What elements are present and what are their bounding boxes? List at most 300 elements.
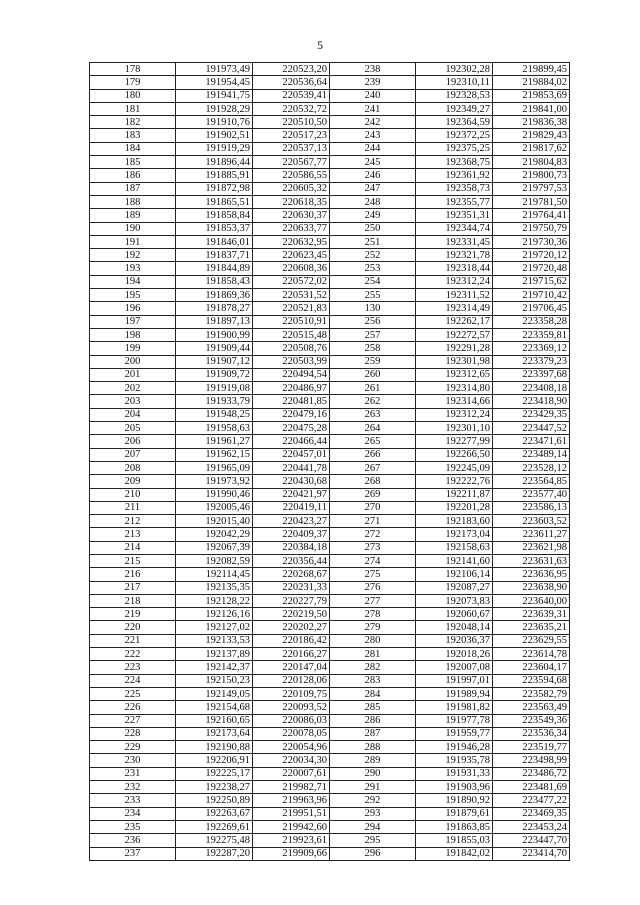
point-number-cell: 280 (330, 634, 416, 647)
table-row (90, 182, 570, 195)
point-number-cell: 250 (330, 222, 416, 235)
x-coordinate-cell: 192349,27 (416, 102, 493, 115)
table-row (90, 621, 570, 634)
table-row (90, 195, 570, 208)
y-coordinate-cell: 223477,22 (493, 794, 570, 807)
y-coordinate-cell: 223638,90 (493, 581, 570, 594)
x-coordinate-cell: 191962,15 (176, 448, 253, 461)
y-coordinate-cell: 220532,72 (253, 102, 330, 115)
x-coordinate-cell: 192158,63 (416, 541, 493, 554)
x-coordinate-cell: 192018,26 (416, 648, 493, 661)
table-row (90, 554, 570, 567)
x-coordinate-cell: 192173,64 (176, 727, 253, 740)
y-coordinate-cell: 220503,99 (253, 355, 330, 368)
x-coordinate-cell: 191878,27 (176, 302, 253, 315)
point-number-cell: 205 (90, 422, 176, 435)
table-row (90, 515, 570, 528)
table-row (90, 142, 570, 155)
y-coordinate-cell: 219836,38 (493, 116, 570, 129)
table-row (90, 169, 570, 182)
coordinates-table (89, 62, 570, 861)
point-number-cell: 200 (90, 355, 176, 368)
x-coordinate-cell: 192183,60 (416, 515, 493, 528)
point-number-cell: 253 (330, 262, 416, 275)
y-coordinate-cell: 223447,52 (493, 422, 570, 435)
x-coordinate-cell: 192314,66 (416, 395, 493, 408)
point-number-cell: 221 (90, 634, 176, 647)
x-coordinate-cell: 191961,27 (176, 435, 253, 448)
point-number-cell: 254 (330, 275, 416, 288)
point-number-cell: 290 (330, 767, 416, 780)
point-number-cell: 246 (330, 169, 416, 182)
x-coordinate-cell: 192245,09 (416, 461, 493, 474)
table-row (90, 648, 570, 661)
y-coordinate-cell: 223586,13 (493, 501, 570, 514)
table-row (90, 767, 570, 780)
point-number-cell: 226 (90, 701, 176, 714)
point-number-cell: 229 (90, 741, 176, 754)
y-coordinate-cell: 220630,37 (253, 209, 330, 222)
y-coordinate-cell: 220147,04 (253, 661, 330, 674)
point-number-cell: 261 (330, 382, 416, 395)
point-number-cell: 269 (330, 488, 416, 501)
x-coordinate-cell: 191981,82 (416, 701, 493, 714)
point-number-cell: 286 (330, 714, 416, 727)
point-number-cell: 270 (330, 501, 416, 514)
y-coordinate-cell: 220457,01 (253, 448, 330, 461)
table-row (90, 116, 570, 129)
y-coordinate-cell: 220219,50 (253, 608, 330, 621)
x-coordinate-cell: 192287,20 (176, 847, 253, 860)
y-coordinate-cell: 219750,79 (493, 222, 570, 235)
y-coordinate-cell: 223471,61 (493, 435, 570, 448)
x-coordinate-cell: 192318,44 (416, 262, 493, 275)
point-number-cell: 196 (90, 302, 176, 315)
y-coordinate-cell: 220466,44 (253, 435, 330, 448)
y-coordinate-cell: 223635,21 (493, 621, 570, 634)
x-coordinate-cell: 192250,89 (176, 794, 253, 807)
y-coordinate-cell: 223549,36 (493, 714, 570, 727)
y-coordinate-cell: 219710,42 (493, 289, 570, 302)
point-number-cell: 222 (90, 648, 176, 661)
y-coordinate-cell: 219800,73 (493, 169, 570, 182)
point-number-cell: 230 (90, 754, 176, 767)
x-coordinate-cell: 192211,87 (416, 488, 493, 501)
point-number-cell: 294 (330, 820, 416, 833)
y-coordinate-cell: 220536,64 (253, 76, 330, 89)
point-number-cell: 224 (90, 674, 176, 687)
y-coordinate-cell: 220521,83 (253, 302, 330, 315)
point-number-cell: 249 (330, 209, 416, 222)
table-row (90, 275, 570, 288)
y-coordinate-cell: 223603,52 (493, 515, 570, 528)
x-coordinate-cell: 192301,10 (416, 422, 493, 435)
table-row (90, 448, 570, 461)
x-coordinate-cell: 191869,36 (176, 289, 253, 302)
table-row (90, 488, 570, 501)
y-coordinate-cell: 219706,45 (493, 302, 570, 315)
table-row (90, 422, 570, 435)
y-coordinate-cell: 220034,30 (253, 754, 330, 767)
table-row (90, 581, 570, 594)
y-coordinate-cell: 219804,83 (493, 156, 570, 169)
table-row (90, 342, 570, 355)
y-coordinate-cell: 219899,45 (493, 63, 570, 76)
y-coordinate-cell: 220078,05 (253, 727, 330, 740)
point-number-cell: 271 (330, 515, 416, 528)
table-row (90, 222, 570, 235)
x-coordinate-cell: 192015,40 (176, 515, 253, 528)
y-coordinate-cell: 223621,98 (493, 541, 570, 554)
point-number-cell: 238 (330, 63, 416, 76)
x-coordinate-cell: 192150,23 (176, 674, 253, 687)
x-coordinate-cell: 192128,22 (176, 594, 253, 607)
x-coordinate-cell: 192262,17 (416, 315, 493, 328)
y-coordinate-cell: 220054,96 (253, 741, 330, 754)
point-number-cell: 179 (90, 76, 176, 89)
y-coordinate-cell: 220409,37 (253, 528, 330, 541)
point-number-cell: 239 (330, 76, 416, 89)
point-number-cell: 244 (330, 142, 416, 155)
x-coordinate-cell: 192173,04 (416, 528, 493, 541)
y-coordinate-cell: 223429,35 (493, 408, 570, 421)
y-coordinate-cell: 220202,27 (253, 621, 330, 634)
point-number-cell: 183 (90, 129, 176, 142)
y-coordinate-cell: 220539,41 (253, 89, 330, 102)
point-number-cell: 225 (90, 687, 176, 700)
x-coordinate-cell: 191896,44 (176, 156, 253, 169)
y-coordinate-cell: 219720,48 (493, 262, 570, 275)
table-row (90, 781, 570, 794)
point-number-cell: 192 (90, 249, 176, 262)
point-number-cell: 187 (90, 182, 176, 195)
y-coordinate-cell: 220421,97 (253, 488, 330, 501)
table-row (90, 249, 570, 262)
point-number-cell: 262 (330, 395, 416, 408)
y-coordinate-cell: 220572,02 (253, 275, 330, 288)
point-number-cell: 190 (90, 222, 176, 235)
x-coordinate-cell: 191897,13 (176, 315, 253, 328)
y-coordinate-cell: 219730,36 (493, 235, 570, 248)
x-coordinate-cell: 192375,25 (416, 142, 493, 155)
x-coordinate-cell: 192127,02 (176, 621, 253, 634)
x-coordinate-cell: 191954,45 (176, 76, 253, 89)
x-coordinate-cell: 191973,92 (176, 475, 253, 488)
y-coordinate-cell: 223611,27 (493, 528, 570, 541)
point-number-cell: 219 (90, 608, 176, 621)
point-number-cell: 231 (90, 767, 176, 780)
table-row (90, 714, 570, 727)
point-number-cell: 275 (330, 568, 416, 581)
point-number-cell: 252 (330, 249, 416, 262)
point-number-cell: 223 (90, 661, 176, 674)
y-coordinate-cell: 220166,27 (253, 648, 330, 661)
y-coordinate-cell: 220128,06 (253, 674, 330, 687)
x-coordinate-cell: 192087,27 (416, 581, 493, 594)
table-row (90, 355, 570, 368)
table-row (90, 727, 570, 740)
point-number-cell: 198 (90, 328, 176, 341)
y-coordinate-cell: 223519,77 (493, 741, 570, 754)
point-number-cell: 283 (330, 674, 416, 687)
x-coordinate-cell: 191946,28 (416, 741, 493, 754)
point-number-cell: 284 (330, 687, 416, 700)
x-coordinate-cell: 191933,79 (176, 395, 253, 408)
x-coordinate-cell: 191997,01 (416, 674, 493, 687)
table-row (90, 608, 570, 621)
x-coordinate-cell: 192222,76 (416, 475, 493, 488)
y-coordinate-cell: 219923,61 (253, 834, 330, 847)
x-coordinate-cell: 191928,29 (176, 102, 253, 115)
x-coordinate-cell: 191902,51 (176, 129, 253, 142)
y-coordinate-cell: 220423,27 (253, 515, 330, 528)
x-coordinate-cell: 192269,61 (176, 820, 253, 833)
x-coordinate-cell: 192048,14 (416, 621, 493, 634)
point-number-cell: 247 (330, 182, 416, 195)
x-coordinate-cell: 192082,59 (176, 554, 253, 567)
table-row (90, 235, 570, 248)
x-coordinate-cell: 192238,27 (176, 781, 253, 794)
point-number-cell: 288 (330, 741, 416, 754)
point-number-cell: 186 (90, 169, 176, 182)
x-coordinate-cell: 192351,31 (416, 209, 493, 222)
x-coordinate-cell: 192312,24 (416, 275, 493, 288)
point-number-cell: 282 (330, 661, 416, 674)
point-number-cell: 292 (330, 794, 416, 807)
table-row (90, 794, 570, 807)
x-coordinate-cell: 192133,53 (176, 634, 253, 647)
table-row (90, 807, 570, 820)
x-coordinate-cell: 192312,65 (416, 368, 493, 381)
point-number-cell: 232 (90, 781, 176, 794)
table-row (90, 382, 570, 395)
y-coordinate-cell: 219715,62 (493, 275, 570, 288)
y-coordinate-cell: 220384,18 (253, 541, 330, 554)
point-number-cell: 188 (90, 195, 176, 208)
y-coordinate-cell: 219909,66 (253, 847, 330, 860)
point-number-cell: 195 (90, 289, 176, 302)
y-coordinate-cell: 219982,71 (253, 781, 330, 794)
point-number-cell: 274 (330, 554, 416, 567)
x-coordinate-cell: 192126,16 (176, 608, 253, 621)
point-number-cell: 256 (330, 315, 416, 328)
y-coordinate-cell: 220508,76 (253, 342, 330, 355)
y-coordinate-cell: 220231,33 (253, 581, 330, 594)
y-coordinate-cell: 223414,70 (493, 847, 570, 860)
y-coordinate-cell: 219841,00 (493, 102, 570, 115)
x-coordinate-cell: 191910,76 (176, 116, 253, 129)
table-row (90, 63, 570, 76)
table-row (90, 368, 570, 381)
x-coordinate-cell: 192275,48 (176, 834, 253, 847)
table-row (90, 408, 570, 421)
y-coordinate-cell: 220419,11 (253, 501, 330, 514)
x-coordinate-cell: 192005,46 (176, 501, 253, 514)
x-coordinate-cell: 191973,49 (176, 63, 253, 76)
point-number-cell: 212 (90, 515, 176, 528)
y-coordinate-cell: 220479,16 (253, 408, 330, 421)
y-coordinate-cell: 223359,81 (493, 328, 570, 341)
y-coordinate-cell: 220109,75 (253, 687, 330, 700)
table-row (90, 820, 570, 833)
y-coordinate-cell: 220531,52 (253, 289, 330, 302)
x-coordinate-cell: 192190,88 (176, 741, 253, 754)
point-number-cell: 279 (330, 621, 416, 634)
y-coordinate-cell: 223358,28 (493, 315, 570, 328)
point-number-cell: 293 (330, 807, 416, 820)
x-coordinate-cell: 191919,08 (176, 382, 253, 395)
table-row (90, 834, 570, 847)
table-row (90, 76, 570, 89)
y-coordinate-cell: 219942,60 (253, 820, 330, 833)
point-number-cell: 228 (90, 727, 176, 740)
y-coordinate-cell: 220007,61 (253, 767, 330, 780)
point-number-cell: 251 (330, 235, 416, 248)
point-number-cell: 272 (330, 528, 416, 541)
point-number-cell: 289 (330, 754, 416, 767)
x-coordinate-cell: 192331,45 (416, 235, 493, 248)
y-coordinate-cell: 220633,77 (253, 222, 330, 235)
y-coordinate-cell: 223563,49 (493, 701, 570, 714)
x-coordinate-cell: 191853,37 (176, 222, 253, 235)
x-coordinate-cell: 191865,51 (176, 195, 253, 208)
x-coordinate-cell: 192149,05 (176, 687, 253, 700)
y-coordinate-cell: 223577,40 (493, 488, 570, 501)
point-number-cell: 291 (330, 781, 416, 794)
table-row (90, 302, 570, 315)
x-coordinate-cell: 191858,43 (176, 275, 253, 288)
x-coordinate-cell: 192301,98 (416, 355, 493, 368)
y-coordinate-cell: 219963,96 (253, 794, 330, 807)
point-number-cell: 295 (330, 834, 416, 847)
y-coordinate-cell: 220623,45 (253, 249, 330, 262)
x-coordinate-cell: 191872,98 (176, 182, 253, 195)
x-coordinate-cell: 191837,71 (176, 249, 253, 262)
x-coordinate-cell: 191846,01 (176, 235, 253, 248)
x-coordinate-cell: 192225,17 (176, 767, 253, 780)
table-row (90, 262, 570, 275)
x-coordinate-cell: 192060,67 (416, 608, 493, 621)
y-coordinate-cell: 220632,95 (253, 235, 330, 248)
y-coordinate-cell: 220475,28 (253, 422, 330, 435)
point-number-cell: 227 (90, 714, 176, 727)
table-row (90, 129, 570, 142)
x-coordinate-cell: 191931,33 (416, 767, 493, 780)
point-number-cell: 237 (90, 847, 176, 860)
x-coordinate-cell: 192277,99 (416, 435, 493, 448)
y-coordinate-cell: 219817,62 (493, 142, 570, 155)
x-coordinate-cell: 192135,35 (176, 581, 253, 594)
table-row (90, 435, 570, 448)
point-number-cell: 189 (90, 209, 176, 222)
point-number-cell: 180 (90, 89, 176, 102)
table-row (90, 741, 570, 754)
table-row (90, 701, 570, 714)
point-number-cell: 193 (90, 262, 176, 275)
point-number-cell: 259 (330, 355, 416, 368)
x-coordinate-cell: 192364,59 (416, 116, 493, 129)
y-coordinate-cell: 219884,02 (493, 76, 570, 89)
table-row (90, 89, 570, 102)
y-coordinate-cell: 223528,12 (493, 461, 570, 474)
table-row (90, 315, 570, 328)
point-number-cell: 203 (90, 395, 176, 408)
x-coordinate-cell: 192137,89 (176, 648, 253, 661)
y-coordinate-cell: 219797,53 (493, 182, 570, 195)
y-coordinate-cell: 223629,55 (493, 634, 570, 647)
x-coordinate-cell: 192160,65 (176, 714, 253, 727)
point-number-cell: 248 (330, 195, 416, 208)
y-coordinate-cell: 220430,68 (253, 475, 330, 488)
x-coordinate-cell: 191885,91 (176, 169, 253, 182)
table-row (90, 847, 570, 860)
y-coordinate-cell: 223369,12 (493, 342, 570, 355)
x-coordinate-cell: 191909,44 (176, 342, 253, 355)
y-coordinate-cell: 220515,48 (253, 328, 330, 341)
y-coordinate-cell: 223453,24 (493, 820, 570, 833)
table-row (90, 328, 570, 341)
point-number-cell: 296 (330, 847, 416, 860)
point-number-cell: 194 (90, 275, 176, 288)
y-coordinate-cell: 223639,31 (493, 608, 570, 621)
y-coordinate-cell: 223498,99 (493, 754, 570, 767)
y-coordinate-cell: 220093,52 (253, 701, 330, 714)
point-number-cell: 201 (90, 368, 176, 381)
point-number-cell: 258 (330, 342, 416, 355)
point-number-cell: 206 (90, 435, 176, 448)
y-coordinate-cell: 223486,72 (493, 767, 570, 780)
x-coordinate-cell: 191965,09 (176, 461, 253, 474)
point-number-cell: 268 (330, 475, 416, 488)
point-number-cell: 267 (330, 461, 416, 474)
y-coordinate-cell: 223536,34 (493, 727, 570, 740)
point-number-cell: 202 (90, 382, 176, 395)
point-number-cell: 243 (330, 129, 416, 142)
x-coordinate-cell: 191977,78 (416, 714, 493, 727)
point-number-cell: 234 (90, 807, 176, 820)
x-coordinate-cell: 191863,85 (416, 820, 493, 833)
x-coordinate-cell: 192266,50 (416, 448, 493, 461)
y-coordinate-cell: 223447,70 (493, 834, 570, 847)
x-coordinate-cell: 191919,29 (176, 142, 253, 155)
y-coordinate-cell: 223469,35 (493, 807, 570, 820)
x-coordinate-cell: 192067,39 (176, 541, 253, 554)
point-number-cell: 242 (330, 116, 416, 129)
table-row (90, 541, 570, 554)
table-row (90, 754, 570, 767)
x-coordinate-cell: 192368,75 (416, 156, 493, 169)
y-coordinate-cell: 219951,51 (253, 807, 330, 820)
point-number-cell: 197 (90, 315, 176, 328)
x-coordinate-cell: 191903,96 (416, 781, 493, 794)
table-row (90, 289, 570, 302)
table-row (90, 461, 570, 474)
table-row (90, 661, 570, 674)
point-number-cell: 220 (90, 621, 176, 634)
x-coordinate-cell: 191842,02 (416, 847, 493, 860)
table-row (90, 568, 570, 581)
y-coordinate-cell: 219720,12 (493, 249, 570, 262)
y-coordinate-cell: 223418,90 (493, 395, 570, 408)
x-coordinate-cell: 191989,94 (416, 687, 493, 700)
x-coordinate-cell: 192310,11 (416, 76, 493, 89)
point-number-cell: 255 (330, 289, 416, 302)
y-coordinate-cell: 223631,63 (493, 554, 570, 567)
y-coordinate-cell: 220268,67 (253, 568, 330, 581)
x-coordinate-cell: 192302,28 (416, 63, 493, 76)
point-number-cell: 241 (330, 102, 416, 115)
x-coordinate-cell: 192321,78 (416, 249, 493, 262)
